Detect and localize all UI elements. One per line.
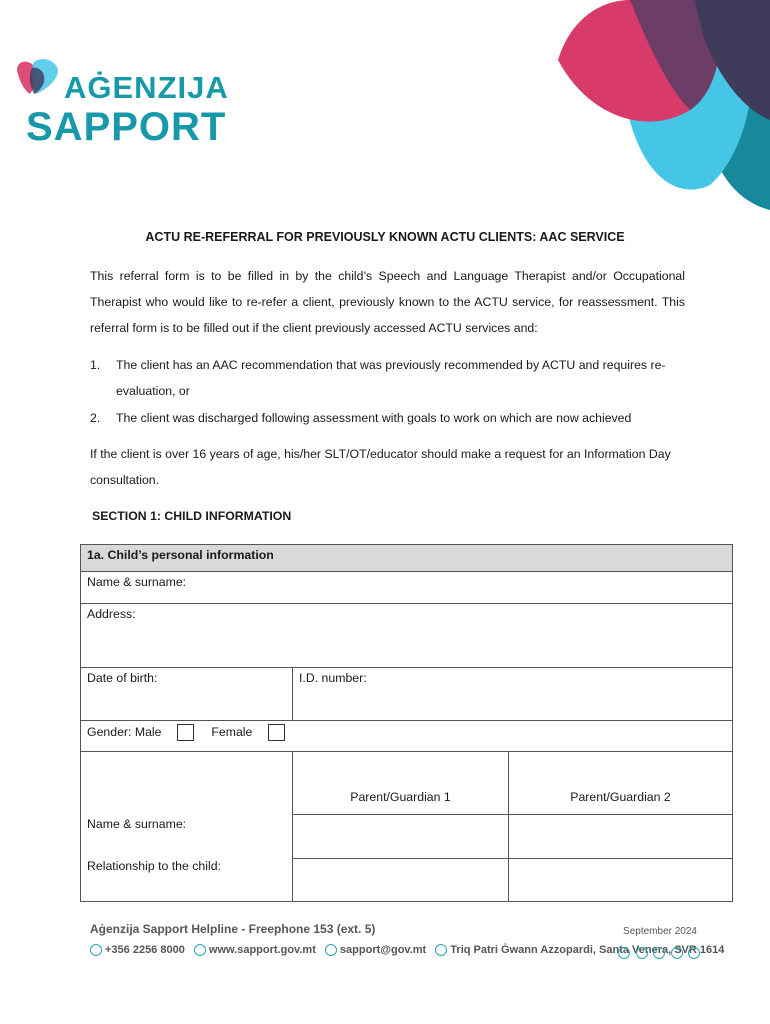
- phone-text: +356 2256 8000: [105, 944, 185, 957]
- list-number: 2.: [90, 411, 101, 425]
- facebook-icon[interactable]: [618, 947, 630, 959]
- child-info-table: [80, 544, 733, 902]
- messenger-icon[interactable]: [688, 947, 700, 959]
- email-icon: [325, 944, 337, 956]
- list-item: [90, 405, 690, 431]
- name-label: Name & surname:: [87, 575, 187, 589]
- youtube-icon[interactable]: [653, 947, 665, 959]
- guardian1-relationship-field[interactable]: [292, 858, 509, 902]
- logo-text-line2: SAPPORT: [26, 105, 227, 149]
- male-checkbox[interactable]: [177, 724, 194, 741]
- decorative-petals: [530, 0, 770, 210]
- id-number-field[interactable]: [292, 667, 733, 721]
- helpline-text: Aġenzija Sapport Helpline - Freephone 153 (ext. 5): [90, 922, 376, 936]
- list-text: The client has an AAC recommendation that was previously recommended by ACTU and requires re-evaluation, or: [116, 358, 666, 398]
- list-number: 1.: [90, 358, 101, 372]
- instagram-icon[interactable]: [636, 947, 648, 959]
- footer-date: September 2024: [623, 926, 697, 937]
- table-header: 1a. Child’s personal information: [80, 544, 733, 572]
- logo: [12, 54, 229, 154]
- guardian-labels-column: [80, 751, 293, 902]
- social-icons: [618, 944, 701, 962]
- address-field[interactable]: [80, 603, 733, 668]
- guardian1-header: Parent/Guardian 1: [292, 751, 509, 815]
- section-heading: SECTION 1: CHILD INFORMATION: [92, 509, 292, 523]
- guardian2-name-field[interactable]: [508, 814, 733, 859]
- address-label: Address:: [87, 607, 136, 621]
- list-text: The client was discharged following assessment with goals to work on which are now achieved: [116, 411, 632, 425]
- age-note-paragraph: If the client is over 16 years of age, his/her SLT/OT/educator should make a request for an Information Day consultation.: [90, 447, 671, 487]
- guardian2-header: Parent/Guardian 2: [508, 751, 733, 815]
- address-text: Triq Patri Ġwann Azzopardi, Santa Venera, SVR 1614: [450, 944, 725, 957]
- dob-field[interactable]: [80, 667, 293, 721]
- logo-text-line1: AĠENZIJA: [64, 70, 229, 105]
- female-checkbox[interactable]: [268, 724, 285, 741]
- web-link[interactable]: www.sapport.gov.mt: [208, 944, 316, 957]
- page-title: ACTU RE-REFERRAL FOR PREVIOUSLY KNOWN ACTU CLIENTS: AAC SERVICE: [145, 230, 625, 244]
- phone-icon: [90, 944, 102, 956]
- guardian1-name-field[interactable]: [292, 814, 509, 859]
- relationship-label: Relationship to the child:: [87, 859, 221, 873]
- footer: [90, 918, 725, 968]
- id-label: I.D. number:: [299, 671, 367, 685]
- location-icon: [435, 944, 447, 956]
- intro-paragraph: This referral form is to be filled in by the child’s Speech and Language Therapist and/or Occupational Therapist who would like to re-refer a client, previously known to the ACTU service, for reassessment. This referral form is to be filled out if the client previously accessed ACTU services and:: [90, 269, 685, 335]
- contact-line: [90, 944, 725, 957]
- dob-label: Date of birth:: [87, 671, 158, 685]
- web-icon: [194, 944, 206, 956]
- gender-row: [80, 720, 733, 752]
- guardian-name-label: Name & surname:: [87, 817, 187, 831]
- gender-female-label: Female: [211, 724, 253, 739]
- tiktok-icon[interactable]: [671, 947, 683, 959]
- list-item: [90, 352, 690, 404]
- logo-mark-icon: [12, 56, 64, 108]
- guardian2-relationship-field[interactable]: [508, 858, 733, 902]
- name-field[interactable]: [80, 571, 733, 604]
- email-link[interactable]: sapport@gov.mt: [339, 944, 427, 957]
- gender-male-label: Gender: Male: [87, 724, 162, 739]
